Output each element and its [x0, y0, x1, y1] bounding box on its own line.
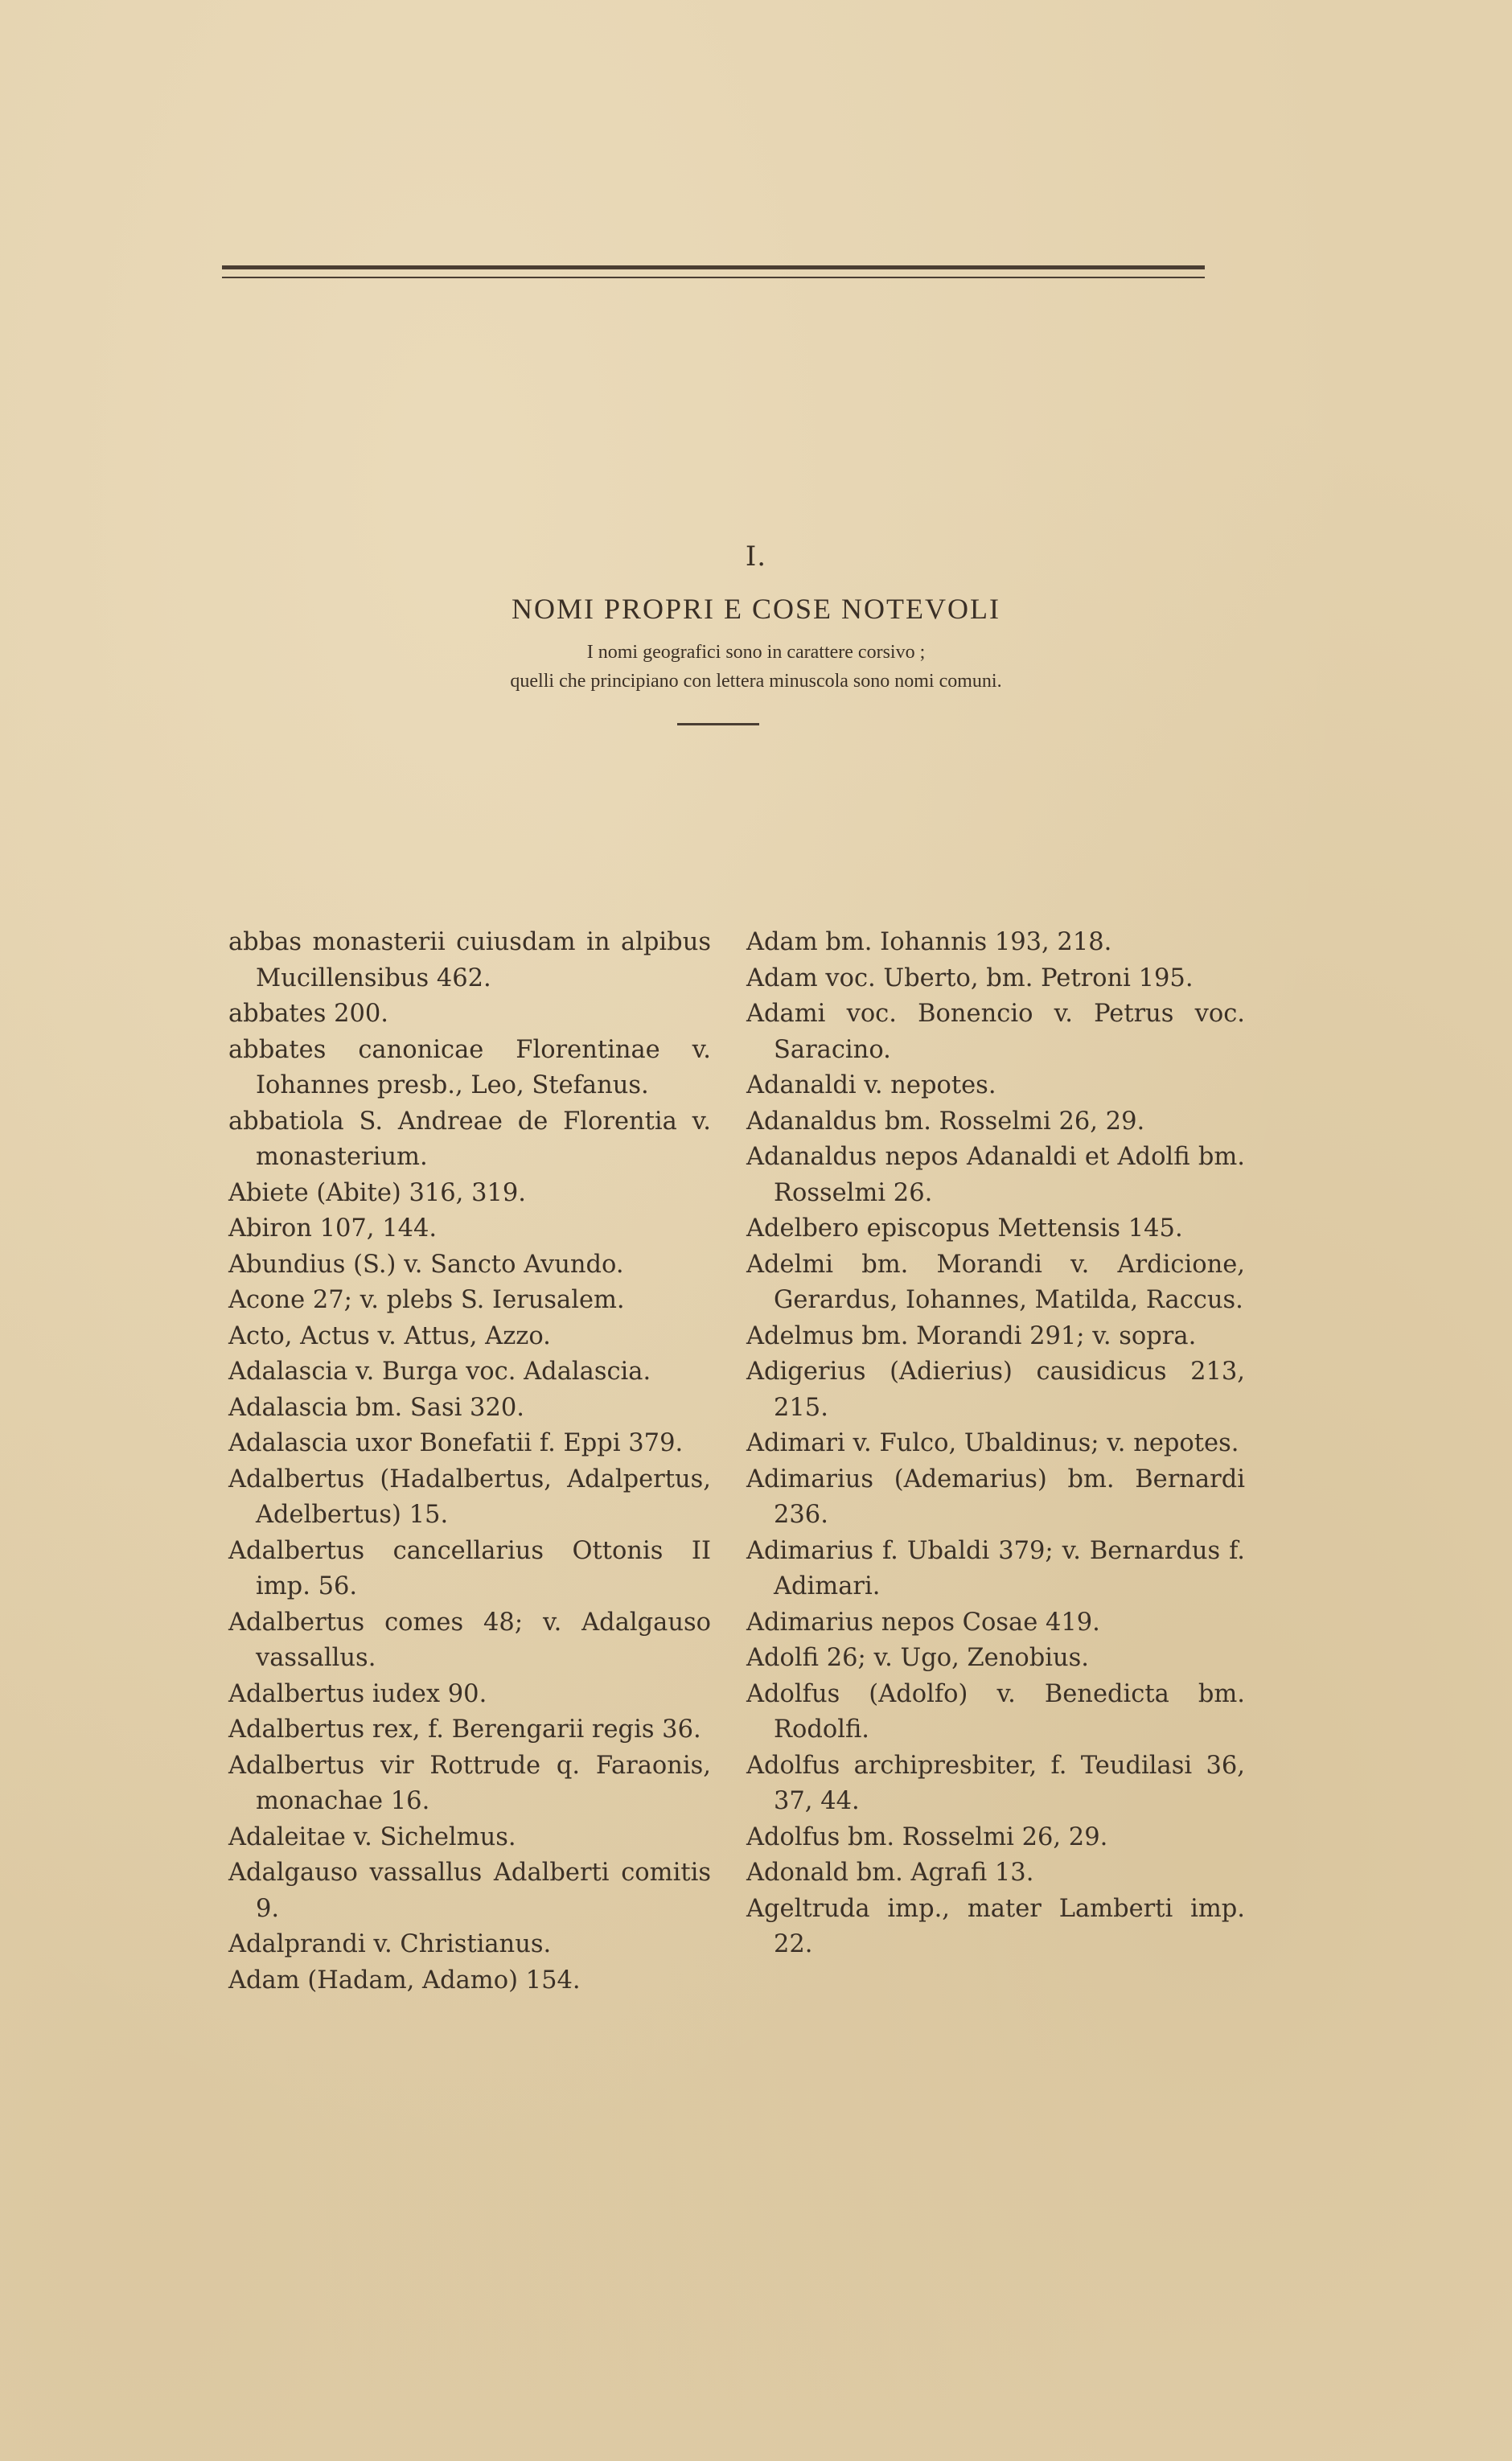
top-double-rule-thick [222, 265, 1205, 269]
index-entry: Adalbertus rex, f. Berengarii regis 36. [228, 1715, 701, 1744]
index-entry: Adam bm. Iohannis 193, 218. [746, 928, 1112, 956]
section-divider [677, 723, 759, 725]
index-entry: Adimarius f. Ubaldi 379; v. Bernardus f. Adimari. [746, 1536, 1245, 1600]
index-entry: Abundius (S.) v. Sancto Avundo. [228, 1250, 624, 1279]
index-entry: Adonald bm. Agrafi 13. [746, 1859, 1034, 1887]
index-entry: Adalprandi v. Christianus. [228, 1930, 552, 1958]
index-entry: Adolfus archipresbiter, f. Teudilasi 36, 37, 44. [746, 1751, 1245, 1815]
index-entry: Adanaldus nepos Adanaldi et Adolfi bm. Rosselmi 26. [746, 1143, 1245, 1207]
index-entry: Adolfus bm. Rosselmi 26, 29. [746, 1822, 1108, 1851]
index-entry: Adalascia bm. Sasi 320. [228, 1393, 524, 1422]
index-entry: Adalbertus comes 48; v. Adalgauso vassallus. [228, 1608, 711, 1672]
index-entry: Adalbertus vir Rottrude q. Faraonis, monachae 16. [228, 1751, 711, 1815]
index-entry: Adigerius (Adierius) causidicus 213, 215. [746, 1358, 1245, 1422]
index-entry: Ageltruda imp., mater Lamberti imp. 22. [746, 1894, 1245, 1958]
index-entry: Adalbertus cancellarius Ottonis II imp. 56. [228, 1536, 711, 1600]
index-entry: abbas monasterii cuiusdam in alpibus Mucillensibus 462. [228, 928, 711, 992]
index-entry: Adanaldus bm. Rosselmi 26, 29. [746, 1107, 1145, 1136]
index-entry: Acone 27; v. plebs S. Ierusalem. [228, 1286, 625, 1314]
index-entry: Adaleitae v. Sichelmus. [228, 1822, 516, 1851]
index-entry: Adimarius nepos Cosae 419. [746, 1608, 1100, 1637]
index-column-right [746, 925, 1245, 1963]
index-entry: Adalascia uxor Bonefatii f. Eppi 379. [228, 1429, 684, 1457]
index-entry: Adimarius (Ademarius) bm. Bernardi 236. [746, 1465, 1245, 1529]
index-entry: Adolfus (Adolfo) v. Benedicta bm. Rodolfi. [746, 1679, 1245, 1744]
index-entry: Abiete (Abite) 316, 319. [228, 1178, 526, 1207]
index-entry: Adelmi bm. Morandi v. Ardicione, Gerardus, Iohannes, Matilda, Raccus. [746, 1250, 1245, 1314]
index-entry: Adalbertus (Hadalbertus, Adalpertus, Adelbertus) 15. [228, 1465, 711, 1529]
index-entry: Adimari v. Fulco, Ubaldinus; v. nepotes. [746, 1429, 1239, 1457]
index-entry: abbatiola S. Andreae de Florentia v. monasterium. [228, 1107, 711, 1171]
index-entry: Adanaldi v. nepotes. [746, 1071, 996, 1099]
index-entry: Adam voc. Uberto, bm. Petroni 195. [746, 963, 1194, 992]
editorial-note-line-2: quelli che principiano con lettera minuscola sono nomi comuni. [510, 671, 1002, 692]
index-column-left [228, 925, 711, 1999]
index-entry: Adelmus bm. Morandi 291; v. sopra. [746, 1321, 1197, 1350]
index-entry: Acto, Actus v. Attus, Azzo. [228, 1321, 551, 1350]
top-double-rule-thin [222, 277, 1205, 278]
index-entry: Adalgauso vassallus Adalberti comitis 9. [228, 1859, 711, 1923]
index-entry: Adalbertus iudex 90. [228, 1679, 487, 1708]
index-entry: Adami voc. Bonencio v. Petrus voc. Saracino. [746, 1000, 1245, 1064]
section-numeral: I. [745, 540, 767, 573]
index-entry: Adelbero episcopus Mettensis 145. [746, 1214, 1183, 1243]
index-entry: abbates canonicae Florentinae v. Iohannes presb., Leo, Stefanus. [228, 1035, 711, 1099]
section-title: NOMI PROPRI E COSE NOTEVOLI [511, 593, 1000, 625]
index-entry: abbates 200. [228, 1000, 388, 1028]
index-entry: Adalascia v. Burga voc. Adalascia. [228, 1358, 651, 1386]
editorial-note-line-1: I nomi geografici sono in carattere corsivo ; [586, 642, 926, 663]
index-entry: Adolfi 26; v. Ugo, Zenobius. [746, 1644, 1089, 1672]
index-entry: Abiron 107, 144. [228, 1214, 438, 1243]
index-entry: Adam (Hadam, Adamo) 154. [228, 1966, 581, 1995]
